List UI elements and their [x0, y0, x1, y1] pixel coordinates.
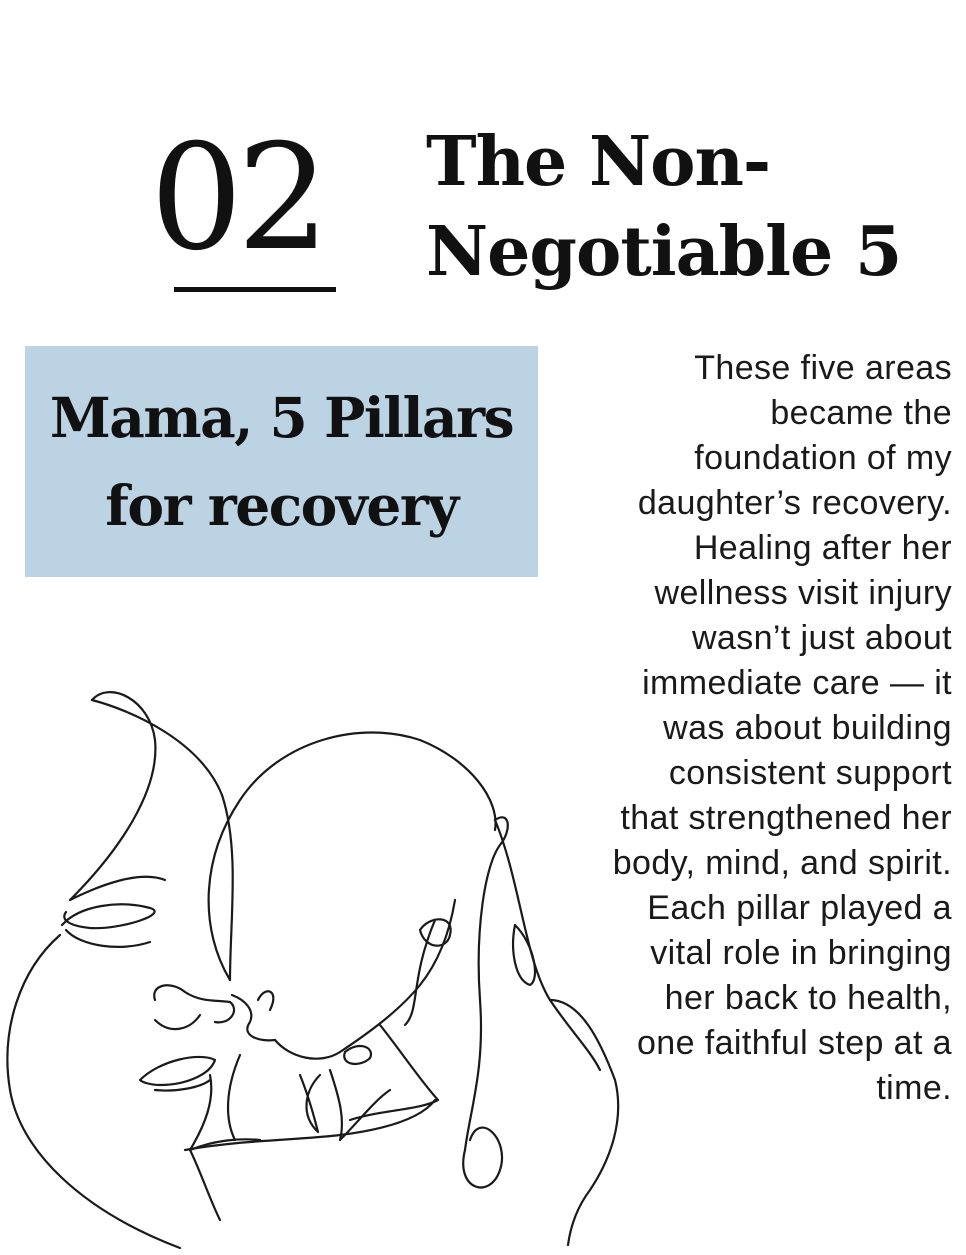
pillars-heading: Mama, 5 Pillars for recovery: [49, 384, 514, 538]
chapter-title: The Non-Negotiable 5: [426, 122, 902, 292]
body-paragraph: These five areas became the foundation of my daughter’s recovery. Healing after her wellness visit injury wasn’t just about immediate care — it was about building consistent support that strengthened her body, mind, and spirit. Each pillar played a vital role in bringing her back to health, one faithful step at a time.: [612, 349, 952, 1107]
pillars-heading-box: [25, 346, 538, 577]
chapter-number: 02: [150, 113, 324, 283]
chapter-number-underline: [174, 287, 336, 292]
mother-child-line-art-illustration: [0, 680, 640, 1250]
